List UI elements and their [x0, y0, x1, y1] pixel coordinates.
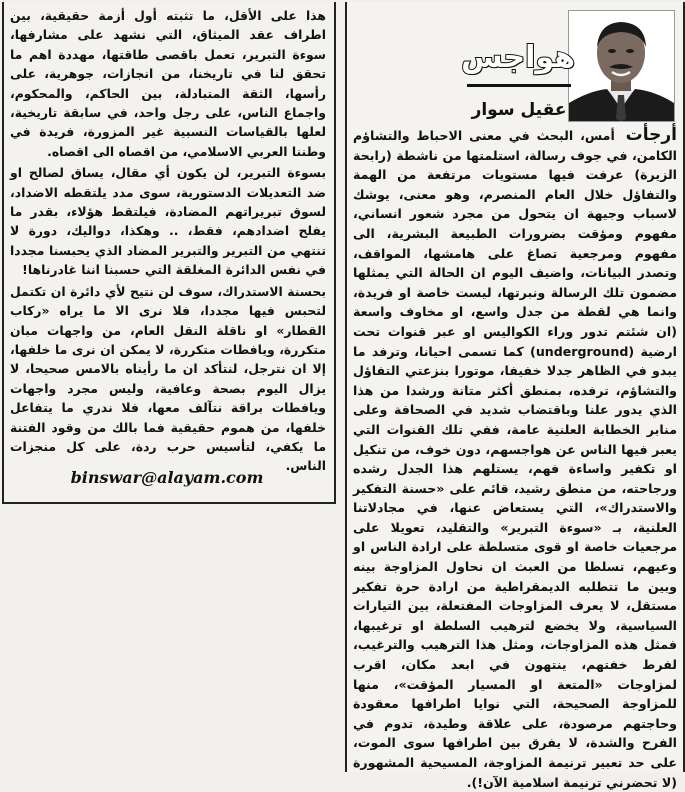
paragraph-2: بسوءة التبرير، لن يكون أي مقال، يساق لصالح او ضد التعديلات الدستورية، سوى مدد يلتقطه الاضداد، لسوق تبريراتهم المضادة، فيلتقط هؤلاء، بقدر ما يفلح اضدادهم، فقط، .. وهكذا، دواليك، دورة لا تنتهي من التبرير والتبرير المضاد الذي يحبسنا مجددا في نفس الدائرة المغلقة التي حسبنا اننا غادرناها!: [10, 165, 326, 278]
author-name: عقيل سوار: [471, 100, 567, 120]
column-title: هواجس: [461, 40, 575, 75]
article-kicker: أرجأت: [625, 125, 677, 145]
article-text: أمس، البحث في معنى الاحباط والتشاؤم الكامن، في جوف رسالة، استلمتها من ناشطة (رابحة الزيرة) عرفت فيها مستويات مرتفعة من الهمة والتفاؤل خلال العام المنصرم، وهو معنى، يوشك لاسباب وجيهة ان يتحول من مجرد شعور انساني، مفهوم ومؤقت بضرورات الطبيعة البشرية، الى مفهوم ومرجعية تصاغ على هامشها، المواقف، وتصدر البيانات، واضيف اليوم ان الحالة التي يمثلها مضمون تلك الرسالة ونبرتها، ليست خاصة او فريدة، وانما هي لقطة من جدل واسع، او مخاوف واسعة (ان شئتم تدور وراء الكواليس او عبر قنوات تحت ارضية (underground) كما تسمى احيانا، وترفد ما يبدو في الظاهر جدلا خفيفا، موتورا بنزعتي التفاؤل والتشاؤم، ترفده، بمنطق أكثر متانة ورشدا من هذا الذي يدور علنا وباقتضاب شديد في الصحافة وعلى منابر الخطابة العلنية عامة، ففي تلك القنوات التي يعبر فيها الناس عن هواجسهم، دون خوف، من تنكيل او تكفير واساءة فهم، يستلهم هذا الجدل رشده ورجاحته، من منطق رشيد، قائم على «حسنة التفكير والاستدراك»، التي يستعاض عنها، في مجادلاتنا العلنية، بـ «سوءة التبرير» والتقليد، تعويلا على مرجعيات خاصة او قوى متسلطة على ارادة الناس او وعيهم، تسلطا من العبث ان نحاول المزاوجة بينه وبين ما تتطلبه الديمقراطية من ارادة حرة تفكير مستقل، لا يعرف المزاوجات المفتعلة، بين التيارات السياسية، ولا يخضع لترهيب السلطة او ترغيبها، فمثل هذه المزاوجات، ومثل هذا الترهيب والترغيب، لفرط خفتهم، ينتهون في ابعد مكان، اقرب لمزاوجات «المتعة او المسيار المؤقت»، منها للمزاوجة الصحيحة، التي نوايا اطرافها معقودة وحاجتهم مرصودة، على علاقة وطيدة، تدوم في الفرح والشدة، لا يفرق بين اطرافها سوى الموت، على حد تعبير ترنيمة المزاوجة، المسيحية المشهورة (لا تحضرني ترنيمة اسلامية الآن!).: [353, 128, 677, 790]
blank-area: [2, 506, 336, 772]
main-article-column: [345, 2, 685, 790]
paragraph-3: بحسنة الاستدراك، سوف لن نتيح لأي دائرة ان تكتمل لتحبس فيها مجددا، فلا نرى الا ما يراه «ركاب القطار» او ناقلة النقل العام، من واجهات مبان متكررة، ويافطات متكررة، لا يمكن ان نرى ما خلفها، إلا ان نترجل، لنتأكد ان ما رأيناه بالامس صحيحا، لا يزال اليوم بصحة وعافية، وليس مجرد واجهات ويافطات براقة نتآلف معها، فلا ندري ما يتفاعل خلفها، من هموم حقيقية فما بالك من وقود الفتنة ما يكفي، لتأسيس حرب ردة، على كل منجزات الناس.: [10, 283, 326, 474]
author-portrait-icon: [568, 10, 675, 122]
continuation-text: [10, 6, 326, 478]
title-underline: [467, 84, 571, 87]
author-email: binswar@alayam.com: [70, 468, 264, 487]
article-body: [353, 125, 677, 790]
paragraph-1: هذا على الأقل، ما تثبته أول أزمة حقيقية، بين اطراف عقد الميثاق، التي نشهد على مشارفها، سوءة التبرير، تعمل باقصى طاقتها، مهددة اهم ما تحقق لنا في تاريخنا، من انجازات، جوهرية، على رأسها، الثقة المتبادلة، بين الحاكم، والمحكوم، واجماع الناس، على رجل واحد، في سابقة تاريخية، لعلها بالقياسات النسبية غير المزورة، فريدة في وطننا العربي الاسلامي، من اقصاه الى اقصاه.: [10, 8, 326, 159]
continuation-column: [2, 2, 336, 504]
